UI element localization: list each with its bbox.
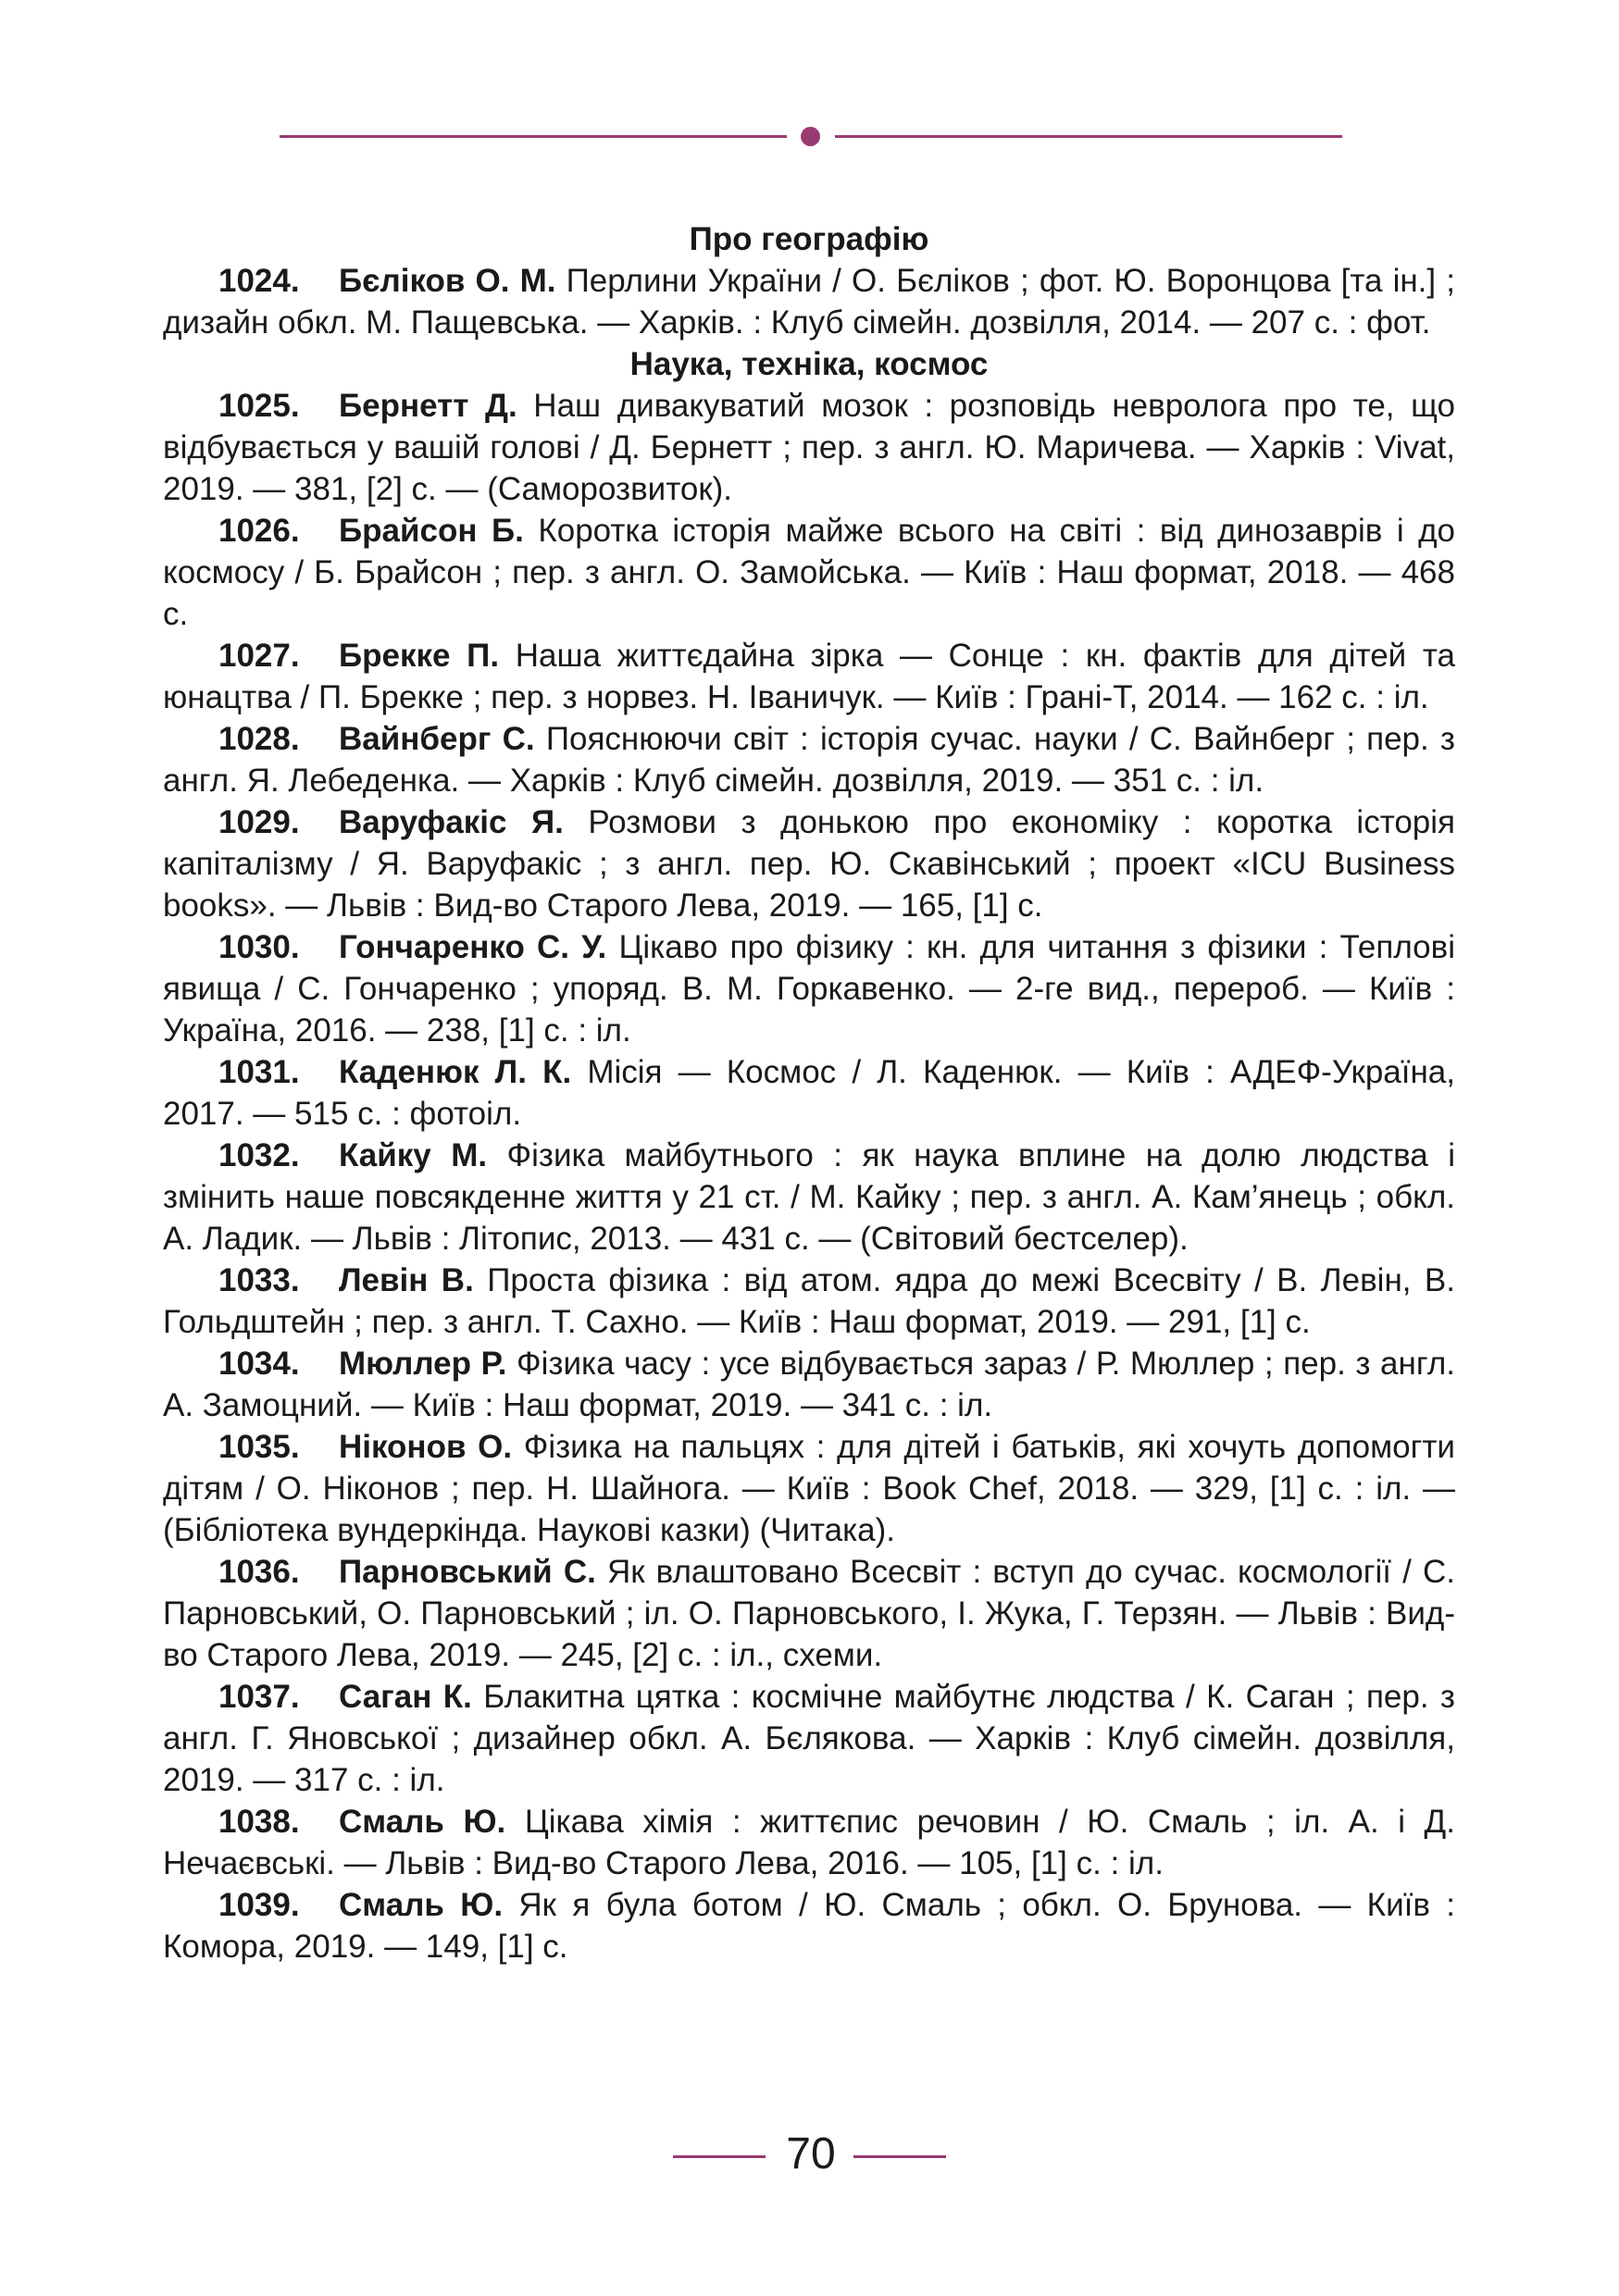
entry-author: Саган К.	[339, 1679, 472, 1715]
entry-text: Перлини України / О. Бєліков ; фот. Ю. Воронцова [та ін.] ; дизайн обкл. М. Пащевська. — Харків. : Клуб сімейн. дозвілля, 2014. — 207 с. : фот.	[163, 263, 1455, 341]
bibliography-entry	[163, 1884, 1455, 1967]
entry-author: Смаль Ю.	[339, 1887, 504, 1923]
bibliography-entry	[163, 510, 1455, 635]
entry-text: Коротка історія майже всього на світі : від динозаврів і до космосу / Б. Брайсон ; пер. з англ. О. Замойська. — Київ : Наш формат, 2018. — 468 с.	[163, 513, 1455, 632]
ornament-line-left	[280, 135, 787, 138]
entry-author: Каденюк Л. К.	[339, 1054, 572, 1090]
entry-text: Цікава хімія : життєпис речовин / Ю. Смаль ; іл. А. і Д. Нечаєвські. — Львів : Вид-во Старого Лева, 2016. — 105, [1] с. : іл.	[163, 1804, 1455, 1881]
bibliography-entry	[163, 1801, 1455, 1884]
bibliography-entry	[163, 1426, 1455, 1551]
entry-number: 1029.	[218, 804, 300, 840]
entry-number: 1039.	[218, 1887, 300, 1923]
entry-author: Варуфакіс Я.	[339, 804, 564, 840]
entry-author: Ніконов О.	[339, 1429, 513, 1465]
bibliography-entry	[163, 385, 1455, 510]
bibliography-entry	[163, 801, 1455, 926]
entry-text: Цікаво про фізику : кн. для читання з фізики : Теплові явища / С. Гончаренко ; упоряд. В. М. Горкавенко. — 2-ге вид., перероб. — Київ : Україна, 2016. — 238, [1] с. : іл.	[163, 929, 1455, 1049]
ornament-line-right	[835, 135, 1342, 138]
entry-number: 1034.	[218, 1346, 300, 1382]
entry-number: 1024.	[218, 263, 300, 299]
entry-number: 1035.	[218, 1429, 300, 1465]
entry-author: Брекке П.	[339, 638, 500, 674]
entry-text: Фізика на пальцях : для дітей і батьків, які хочуть допомогти дітям / О. Ніконов ; пер. Н. Шайнога. — Київ : Book Chef, 2018. — 329, [1] с. : іл. — (Бібліотека вундеркінда. Наукові казки) (Читака).	[163, 1429, 1455, 1548]
entry-author: Смаль Ю.	[339, 1804, 506, 1840]
page-number: 70	[786, 2129, 836, 2178]
entry-number: 1032.	[218, 1137, 300, 1173]
bibliography-entry	[163, 1260, 1455, 1343]
entry-text: Як влаштовано Всесвіт : вступ до сучас. космології / С. Парновський, О. Парновський ; іл. О. Парновського, І. Жука, Г. Терзян. — Львів : Вид-во Старого Лева, 2019. — 245, [2] с. : іл., схеми.	[163, 1554, 1455, 1673]
entry-author: Левін В.	[339, 1262, 474, 1298]
entry-author: Парновський С.	[339, 1554, 596, 1590]
entry-text: Місія — Космос / Л. Каденюк. — Київ : АДЕФ-Україна, 2017. — 515 с. : фотоіл.	[163, 1054, 1455, 1132]
bibliography-entry	[163, 635, 1455, 718]
bibliography-entry	[163, 1135, 1455, 1260]
bibliography-entry	[163, 1051, 1455, 1135]
page-footer	[0, 2127, 1619, 2182]
entry-number: 1028.	[218, 721, 300, 757]
footer-line-left	[673, 2155, 766, 2158]
entry-author: Вайнберг С.	[339, 721, 535, 757]
entry-number: 1027.	[218, 638, 300, 674]
top-ornament	[280, 126, 1342, 146]
entry-text: Пояснюючи світ : історія сучас. науки / С. Вайнберг ; пер. з англ. Я. Лебеденка. — Харків : Клуб сімейн. дозвілля, 2019. — 351 с. : іл.	[163, 721, 1455, 799]
entry-author: Кайку М.	[339, 1137, 488, 1173]
bibliography-content	[163, 218, 1455, 1967]
bibliography-entry	[163, 718, 1455, 801]
entry-author: Бернетт Д.	[339, 388, 517, 424]
entry-number: 1031.	[218, 1054, 300, 1090]
entry-author: Брайсон Б.	[339, 513, 524, 549]
entry-author: Гончаренко С. У.	[339, 929, 607, 965]
entry-number: 1026.	[218, 513, 300, 549]
entry-number: 1037.	[218, 1679, 300, 1715]
entry-text: Наш дивакуватий мозок : розповідь невролога про те, що відбувається у вашій голові / Д. Бернетт ; пер. з англ. Ю. Маричева. — Харків : Vivat, 2019. — 381, [2] с. — (Саморозвиток).	[163, 388, 1455, 507]
entry-number: 1036.	[218, 1554, 300, 1590]
entry-number: 1030.	[218, 929, 300, 965]
bibliography-entry	[163, 260, 1455, 343]
entry-text: Як я була ботом / Ю. Смаль ; обкл. О. Брунова. — Київ : Комора, 2019. — 149, [1] с.	[163, 1887, 1455, 1965]
bibliography-entry	[163, 926, 1455, 1051]
footer-line-right	[853, 2155, 946, 2158]
entry-text: Фізика майбутнього : як наука вплине на долю людства і змінить наше повсякденне життя у 21 ст. / М. Кайку ; пер. з англ. А. Кам’янець ; обкл. А. Ладик. — Львів : Літопис, 2013. — 431 с. — (Світовий бестселер).	[163, 1137, 1455, 1257]
section-title: Наука, техніка, космос	[629, 346, 989, 382]
section-title: Про географію	[689, 221, 929, 257]
entry-author: Мюллер Р.	[339, 1346, 507, 1382]
entry-text: Проста фізика : від атом. ядра до межі Всесвіту / В. Левін, В. Гольдштейн ; пер. з англ. Т. Сахно. — Київ : Наш формат, 2019. — 291, [1] с.	[163, 1262, 1455, 1340]
entry-text: Наша життєдайна зірка — Сонце : кн. фактів для дітей та юнацтва / П. Брекке ; пер. з норвез. Н. Іваничук. — Київ : Грані-Т, 2014. — 162 с. : іл.	[163, 638, 1455, 715]
bibliography-entry	[163, 1676, 1455, 1801]
entry-number: 1033.	[218, 1262, 300, 1298]
entry-number: 1038.	[218, 1804, 300, 1840]
entry-text: Блакитна цятка : космічне майбутнє людства / К. Саган ; пер. з англ. Г. Яновської ; дизайнер обкл. А. Бєлякова. — Харків : Клуб сімейн. дозвілля, 2019. — 317 с. : іл.	[163, 1679, 1455, 1798]
bibliography-entry	[163, 1343, 1455, 1426]
entry-number: 1025.	[218, 388, 300, 424]
entry-author: Бєліков О. М.	[339, 263, 556, 299]
ornament-dot	[801, 127, 820, 146]
entry-text: Фізика часу : усе відбувається зараз / Р. Мюллер ; пер. з англ. А. Замоцний. — Київ : Наш формат, 2019. — 341 с. : іл.	[163, 1346, 1455, 1423]
entry-text: Розмови з донькою про економіку : коротка історія капіталізму / Я. Варуфакіс ; з англ. пер. Ю. Скавінський ; проект «ICU Business books». — Львів : Вид-во Старого Лева, 2019. — 165, [1] с.	[163, 804, 1455, 924]
bibliography-entry	[163, 1551, 1455, 1676]
